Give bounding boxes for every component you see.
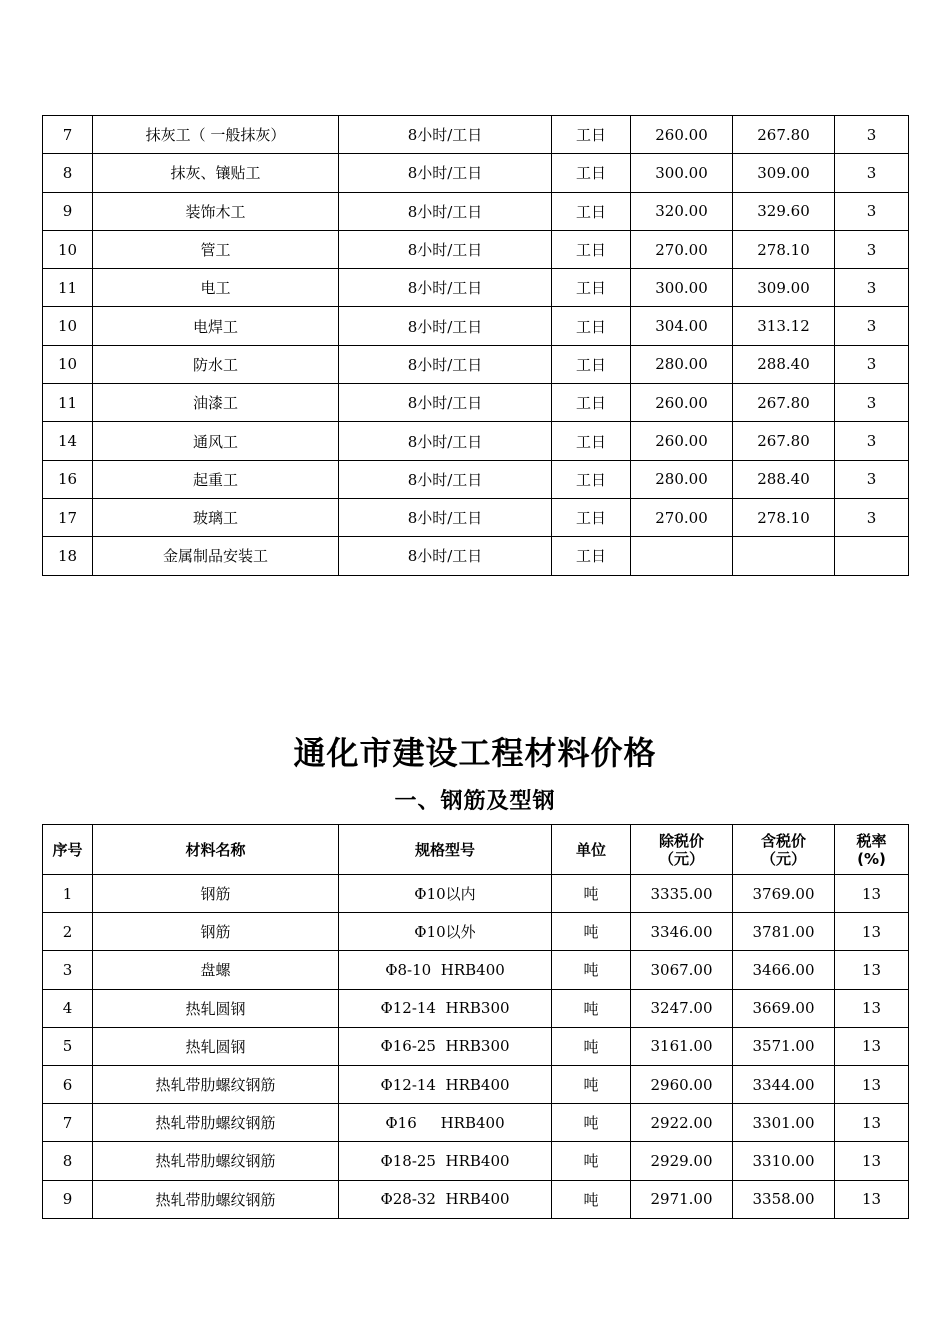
cell-index: 2 — [43, 913, 93, 951]
cell-tax-rate: 13 — [835, 1065, 909, 1103]
cell-unit: 吨 — [552, 1180, 631, 1218]
cell-unit: 工日 — [552, 269, 631, 307]
cell-tax-rate: 13 — [835, 951, 909, 989]
cell-spec: 8小时/工日 — [339, 537, 552, 575]
cell-price-ex-tax: 280.00 — [631, 345, 733, 383]
cell-index: 4 — [43, 989, 93, 1027]
cell-name: 通风工 — [93, 422, 339, 460]
cell-name: 电焊工 — [93, 307, 339, 345]
cell-spec: 8小时/工日 — [339, 192, 552, 230]
cell-price-inc-tax: 288.40 — [733, 460, 835, 498]
cell-name: 起重工 — [93, 460, 339, 498]
cell-spec: 8小时/工日 — [339, 384, 552, 422]
cell-name: 钢筋 — [93, 875, 339, 913]
cell-name: 钢筋 — [93, 913, 339, 951]
cell-index: 10 — [43, 230, 93, 268]
cell-tax-rate: 3 — [835, 154, 909, 192]
cell-spec: Φ16 HRB400 — [339, 1104, 552, 1142]
cell-spec: 8小时/工日 — [339, 269, 552, 307]
table-row — [43, 498, 909, 536]
cell-price-inc-tax: 313.12 — [733, 307, 835, 345]
cell-unit: 吨 — [552, 989, 631, 1027]
material-table-body — [43, 875, 909, 1219]
cell-price-ex-tax: 300.00 — [631, 269, 733, 307]
cell-unit: 工日 — [552, 384, 631, 422]
cell-index: 1 — [43, 875, 93, 913]
table-row — [43, 951, 909, 989]
table-row — [43, 1142, 909, 1180]
cell-unit: 吨 — [552, 913, 631, 951]
cell-index: 9 — [43, 192, 93, 230]
header-tax-rate-line2: (%) — [857, 849, 886, 868]
table-row — [43, 345, 909, 383]
header-index: 序号 — [43, 825, 93, 875]
cell-name: 电工 — [93, 269, 339, 307]
cell-price-inc-tax: 267.80 — [733, 116, 835, 154]
cell-price-inc-tax: 278.10 — [733, 498, 835, 536]
table-row — [43, 154, 909, 192]
cell-index: 8 — [43, 154, 93, 192]
cell-price-ex-tax: 3067.00 — [631, 951, 733, 989]
cell-name: 玻璃工 — [93, 498, 339, 536]
cell-index: 18 — [43, 537, 93, 575]
cell-price-ex-tax: 270.00 — [631, 230, 733, 268]
cell-price-inc-tax: 3669.00 — [733, 989, 835, 1027]
table-row — [43, 1065, 909, 1103]
cell-name: 热轧带肋螺纹钢筋 — [93, 1065, 339, 1103]
table-row — [43, 1180, 909, 1218]
cell-index: 5 — [43, 1027, 93, 1065]
cell-name: 热轧带肋螺纹钢筋 — [93, 1180, 339, 1218]
cell-index: 10 — [43, 307, 93, 345]
cell-spec: 8小时/工日 — [339, 307, 552, 345]
header-price-ex-tax-line2: （元） — [658, 849, 704, 868]
cell-price-ex-tax: 260.00 — [631, 116, 733, 154]
cell-index: 11 — [43, 384, 93, 422]
table-row — [43, 192, 909, 230]
cell-name: 热轧圆钢 — [93, 989, 339, 1027]
cell-tax-rate: 3 — [835, 307, 909, 345]
header-price-inc-tax-line1: 含税价 — [760, 831, 806, 850]
cell-index: 9 — [43, 1180, 93, 1218]
table-row — [43, 1104, 909, 1142]
cell-spec: 8小时/工日 — [339, 498, 552, 536]
cell-index: 17 — [43, 498, 93, 536]
cell-price-inc-tax: 3301.00 — [733, 1104, 835, 1142]
cell-index: 7 — [43, 1104, 93, 1142]
cell-tax-rate: 3 — [835, 345, 909, 383]
cell-spec: 8小时/工日 — [339, 345, 552, 383]
cell-name: 装饰木工 — [93, 192, 339, 230]
header-material-name: 材料名称 — [93, 825, 339, 875]
cell-spec: Φ12-14 HRB300 — [339, 989, 552, 1027]
header-unit: 单位 — [552, 825, 631, 875]
cell-spec: Φ8-10 HRB400 — [339, 951, 552, 989]
cell-unit: 吨 — [552, 1065, 631, 1103]
cell-index: 6 — [43, 1065, 93, 1103]
cell-price-ex-tax: 2922.00 — [631, 1104, 733, 1142]
cell-tax-rate: 13 — [835, 1027, 909, 1065]
table-row — [43, 537, 909, 575]
table-row — [43, 460, 909, 498]
cell-name: 盘螺 — [93, 951, 339, 989]
cell-price-ex-tax: 3247.00 — [631, 989, 733, 1027]
cell-tax-rate: 13 — [835, 913, 909, 951]
cell-index: 7 — [43, 116, 93, 154]
cell-unit: 吨 — [552, 1104, 631, 1142]
cell-price-inc-tax: 267.80 — [733, 384, 835, 422]
cell-tax-rate: 3 — [835, 269, 909, 307]
header-spec: 规格型号 — [339, 825, 552, 875]
cell-unit: 工日 — [552, 192, 631, 230]
table-row — [43, 913, 909, 951]
cell-tax-rate — [835, 537, 909, 575]
cell-unit: 吨 — [552, 875, 631, 913]
cell-price-ex-tax: 300.00 — [631, 154, 733, 192]
cell-name: 管工 — [93, 230, 339, 268]
cell-name: 防水工 — [93, 345, 339, 383]
cell-spec: 8小时/工日 — [339, 230, 552, 268]
table-row — [43, 384, 909, 422]
cell-tax-rate: 3 — [835, 460, 909, 498]
cell-unit: 工日 — [552, 307, 631, 345]
cell-index: 3 — [43, 951, 93, 989]
cell-price-ex-tax: 304.00 — [631, 307, 733, 345]
cell-spec: 8小时/工日 — [339, 154, 552, 192]
cell-price-ex-tax: 260.00 — [631, 422, 733, 460]
cell-tax-rate: 3 — [835, 230, 909, 268]
cell-price-ex-tax: 260.00 — [631, 384, 733, 422]
cell-spec: Φ28-32 HRB400 — [339, 1180, 552, 1218]
cell-spec: 8小时/工日 — [339, 422, 552, 460]
cell-price-inc-tax: 3466.00 — [733, 951, 835, 989]
cell-tax-rate: 3 — [835, 498, 909, 536]
labor-price-table — [42, 115, 909, 576]
cell-price-ex-tax: 280.00 — [631, 460, 733, 498]
cell-name: 热轧圆钢 — [93, 1027, 339, 1065]
cell-name: 热轧带肋螺纹钢筋 — [93, 1104, 339, 1142]
cell-tax-rate: 13 — [835, 989, 909, 1027]
table-row — [43, 307, 909, 345]
cell-price-ex-tax: 3161.00 — [631, 1027, 733, 1065]
cell-spec: Φ10以外 — [339, 913, 552, 951]
document-title: 通化市建设工程材料价格 — [293, 734, 657, 772]
cell-unit: 吨 — [552, 951, 631, 989]
cell-spec: Φ10以内 — [339, 875, 552, 913]
cell-spec: Φ16-25 HRB300 — [339, 1027, 552, 1065]
header-price-inc-tax-line2: （元） — [760, 849, 806, 868]
cell-price-inc-tax: 309.00 — [733, 154, 835, 192]
cell-price-ex-tax: 2929.00 — [631, 1142, 733, 1180]
cell-unit: 工日 — [552, 422, 631, 460]
cell-index: 11 — [43, 269, 93, 307]
cell-unit: 工日 — [552, 345, 631, 383]
cell-tax-rate: 13 — [835, 1180, 909, 1218]
cell-index: 16 — [43, 460, 93, 498]
cell-price-inc-tax: 3344.00 — [733, 1065, 835, 1103]
table-row — [43, 875, 909, 913]
cell-unit: 工日 — [552, 537, 631, 575]
cell-price-ex-tax: 2971.00 — [631, 1180, 733, 1218]
table-row — [43, 116, 909, 154]
cell-price-inc-tax: 278.10 — [733, 230, 835, 268]
cell-price-ex-tax — [631, 537, 733, 575]
cell-name: 油漆工 — [93, 384, 339, 422]
cell-unit: 工日 — [552, 154, 631, 192]
cell-tax-rate: 3 — [835, 192, 909, 230]
cell-price-inc-tax: 3571.00 — [733, 1027, 835, 1065]
cell-unit: 工日 — [552, 498, 631, 536]
cell-unit: 工日 — [552, 230, 631, 268]
table-row — [43, 989, 909, 1027]
cell-price-ex-tax: 270.00 — [631, 498, 733, 536]
cell-tax-rate: 13 — [835, 1142, 909, 1180]
cell-price-ex-tax: 320.00 — [631, 192, 733, 230]
cell-tax-rate: 13 — [835, 875, 909, 913]
cell-price-inc-tax: 3358.00 — [733, 1180, 835, 1218]
cell-price-inc-tax — [733, 537, 835, 575]
cell-price-ex-tax: 3335.00 — [631, 875, 733, 913]
cell-price-inc-tax: 267.80 — [733, 422, 835, 460]
cell-tax-rate: 3 — [835, 384, 909, 422]
cell-spec: Φ12-14 HRB400 — [339, 1065, 552, 1103]
cell-price-inc-tax: 288.40 — [733, 345, 835, 383]
table-row — [43, 1027, 909, 1065]
cell-price-ex-tax: 3346.00 — [631, 913, 733, 951]
cell-spec: 8小时/工日 — [339, 460, 552, 498]
cell-name: 金属制品安装工 — [93, 537, 339, 575]
cell-price-inc-tax: 3769.00 — [733, 875, 835, 913]
section-subtitle: 一、钢筋及型钢 — [394, 789, 556, 814]
cell-index: 8 — [43, 1142, 93, 1180]
material-price-table — [42, 824, 909, 1219]
cell-index: 10 — [43, 345, 93, 383]
table-row — [43, 422, 909, 460]
table-row — [43, 230, 909, 268]
labor-table-body — [43, 116, 909, 576]
cell-name: 抹灰工（ 一般抹灰） — [93, 116, 339, 154]
cell-unit: 工日 — [552, 116, 631, 154]
cell-price-inc-tax: 329.60 — [733, 192, 835, 230]
cell-spec: 8小时/工日 — [339, 116, 552, 154]
cell-unit: 吨 — [552, 1027, 631, 1065]
cell-tax-rate: 3 — [835, 422, 909, 460]
cell-price-ex-tax: 2960.00 — [631, 1065, 733, 1103]
material-table-header — [43, 825, 909, 875]
cell-name: 抹灰、镶贴工 — [93, 154, 339, 192]
header-price-ex-tax — [631, 825, 733, 875]
cell-unit: 工日 — [552, 460, 631, 498]
header-tax-rate — [835, 825, 909, 875]
table-row — [43, 269, 909, 307]
header-row — [43, 825, 909, 875]
cell-name: 热轧带肋螺纹钢筋 — [93, 1142, 339, 1180]
cell-unit: 吨 — [552, 1142, 631, 1180]
cell-price-inc-tax: 309.00 — [733, 269, 835, 307]
cell-tax-rate: 13 — [835, 1104, 909, 1142]
cell-tax-rate: 3 — [835, 116, 909, 154]
header-tax-rate-line1: 税率 — [856, 831, 887, 850]
header-price-inc-tax — [733, 825, 835, 875]
cell-spec: Φ18-25 HRB400 — [339, 1142, 552, 1180]
cell-index: 14 — [43, 422, 93, 460]
cell-price-inc-tax: 3310.00 — [733, 1142, 835, 1180]
cell-price-inc-tax: 3781.00 — [733, 913, 835, 951]
header-price-ex-tax-line1: 除税价 — [658, 831, 704, 850]
